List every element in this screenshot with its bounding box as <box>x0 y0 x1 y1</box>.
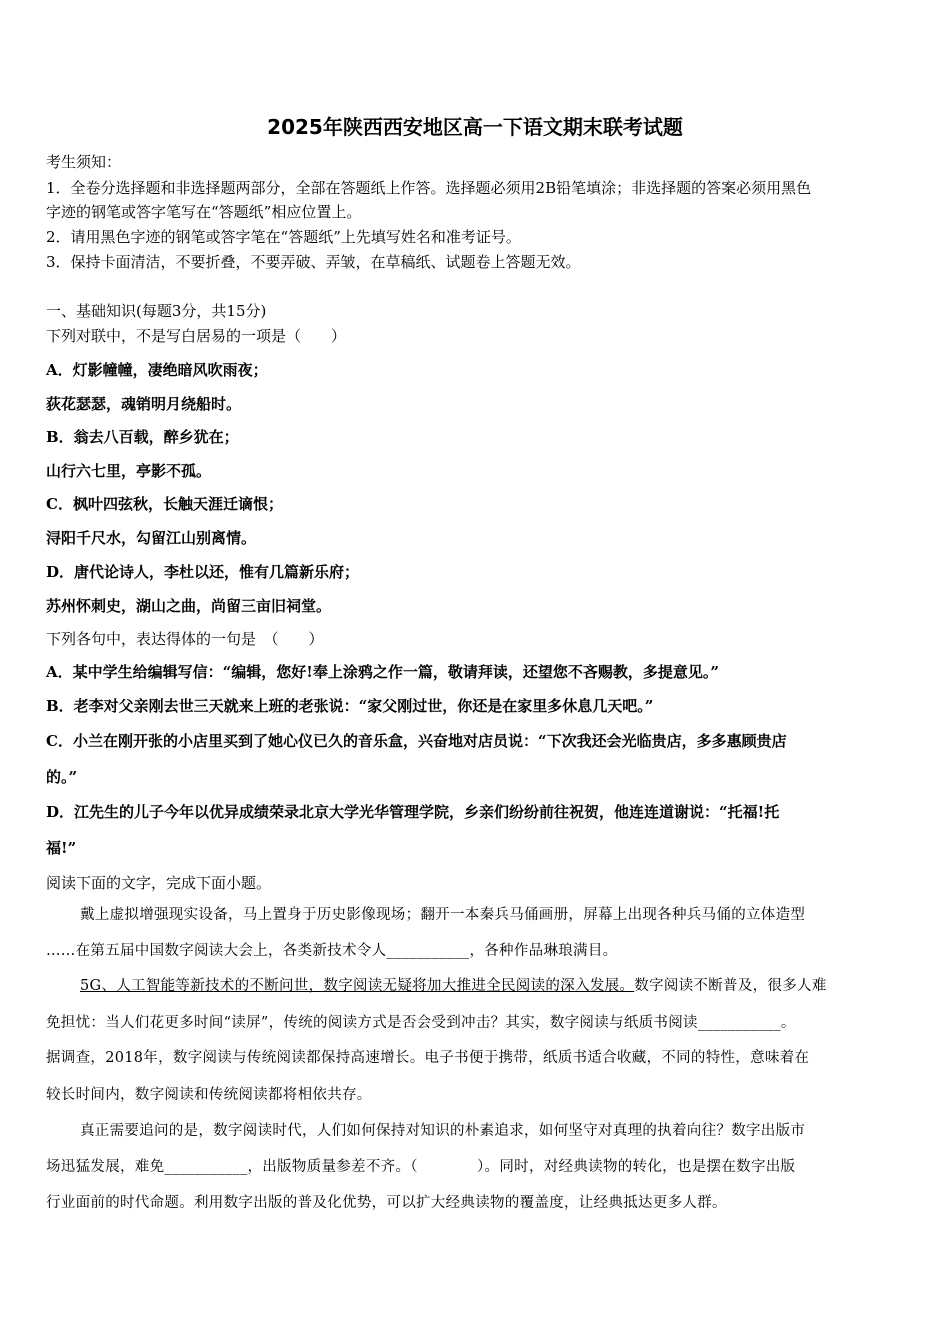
q2-option-d-line1: D．江先生的儿子今年以优异成绩荣录北京大学光华管理学院，乡亲们纷纷前往祝贺，他连连道谢说：“托福!托 <box>46 803 780 821</box>
passage-p3-line2: 场迅猛发展，难免___________，出版物质量参差不齐。（ ）。同时，对经典读物的转化，也是摆在数字出版 <box>46 1159 796 1175</box>
passage-p3-line3: 行业面前的时代命题。利用数字出版的普及化优势，可以扩大经典读物的覆盖度，让经典抵达更多人群。 <box>46 1195 727 1211</box>
q2-option-d-line2: 福!” <box>46 839 77 857</box>
notice-item-1a: 1．全卷分选择题和非选择题两部分，全部在答题纸上作答。选择题必须用2B铅笔填涂；非选择题的答案必须用黑色 <box>46 179 812 197</box>
notice-item-2: 2．请用黑色字迹的钢笔或答字笔在“答题纸”上先填写姓名和准考证号。 <box>46 228 521 246</box>
q2-option-c-line1: C．小兰在刚开张的小店里买到了她心仪已久的音乐盒，兴奋地对店员说：“下次我还会光临贵店，多多惠顾贵店 <box>46 732 787 750</box>
notice-heading: 考生须知： <box>46 153 122 171</box>
q1-option-b-line2: 山行六七里，亭影不孤。 <box>46 462 212 480</box>
page-title: 2025年陕西西安地区高一下语文期末联考试题 <box>267 115 683 139</box>
passage-p2-line2: 免担忧：当人们花更多时间“读屏”，传统的阅读方式是否会受到冲击？其实，数字阅读与纸质书阅读___________。 <box>46 1015 796 1031</box>
q1-option-b-line1: B．翁去八百载，醉乡犹在； <box>46 428 239 446</box>
q1-option-a-line1: A．灯影幢幢，凄绝暗风吹雨夜； <box>46 361 268 379</box>
notice-item-3: 3．保持卡面清洁，不要折叠，不要弄破、弄皱，在草稿纸、试题卷上答题无效。 <box>46 253 581 271</box>
passage-p2-line1 <box>80 976 906 996</box>
reading-intro: 阅读下面的文字，完成下面小题。 <box>46 874 272 892</box>
underlined-sentence: 5G、人工智能等新技术的不断问世，数字阅读无疑将加大推进全民阅读的深入发展。 <box>80 978 635 994</box>
question-2-stem: 下列各句中，表达得体的一句是 （ ） <box>46 630 324 648</box>
q1-option-d-line1: D．唐代论诗人，李杜以还，惟有几篇新乐府； <box>46 563 360 581</box>
notice-item-1b: 字迹的钢笔或答字笔写在“答题纸”相应位置上。 <box>46 203 362 221</box>
q1-option-d-line2: 苏州怀刺史，湖山之曲，尚留三亩旧祠堂。 <box>46 597 332 615</box>
q2-option-b: B．老李对父亲刚去世三天就来上班的老张说：“家父刚过世，你还是在家里多休息几天吧。” <box>46 697 654 715</box>
passage-p2-line4: 较长时间内，数字阅读和传统阅读都将相依共存。 <box>46 1087 372 1103</box>
q2-option-c-line2: 的。” <box>46 768 78 786</box>
passage-p2-line1-rest: 数字阅读不断普及，很多人难 <box>634 978 827 994</box>
q1-option-c-line2: 浔阳千尺水，勾留江山别离情。 <box>46 529 257 547</box>
question-1-stem: 下列对联中，不是写白居易的一项是（ ） <box>46 327 347 345</box>
section-heading: 一、基础知识(每题3分，共15分) <box>46 302 267 320</box>
q1-option-c-line1: C．枫叶四弦秋，长触天涯迁谪恨； <box>46 495 283 513</box>
passage-p2-line3: 据调查，2018年，数字阅读与传统阅读都保持高速增长。电子书便于携带，纸质书适合收藏，不同的特性，意味着在 <box>46 1050 810 1066</box>
passage-p1-line2: ……在第五届中国数字阅读大会上，各类新技术令人___________，各种作品琳琅满目。 <box>46 943 618 959</box>
q1-option-a-line2: 荻花瑟瑟，魂销明月绕船时。 <box>46 395 242 413</box>
passage-p1-line1: 戴上虚拟增强现实设备，马上置身于历史影像现场；翻开一本秦兵马俑画册，屏幕上出现各种兵马俑的立体造型 <box>80 907 806 923</box>
passage-p3-line1: 真正需要追问的是，数字阅读时代，人们如何保持对知识的朴素追求，如何坚守对真理的执着向往？数字出版市 <box>80 1123 806 1139</box>
q2-option-a: A．某中学生给编辑写信：“编辑，您好!奉上涂鸦之作一篇，敬请拜读，还望您不吝赐教，多提意见。” <box>46 663 719 681</box>
